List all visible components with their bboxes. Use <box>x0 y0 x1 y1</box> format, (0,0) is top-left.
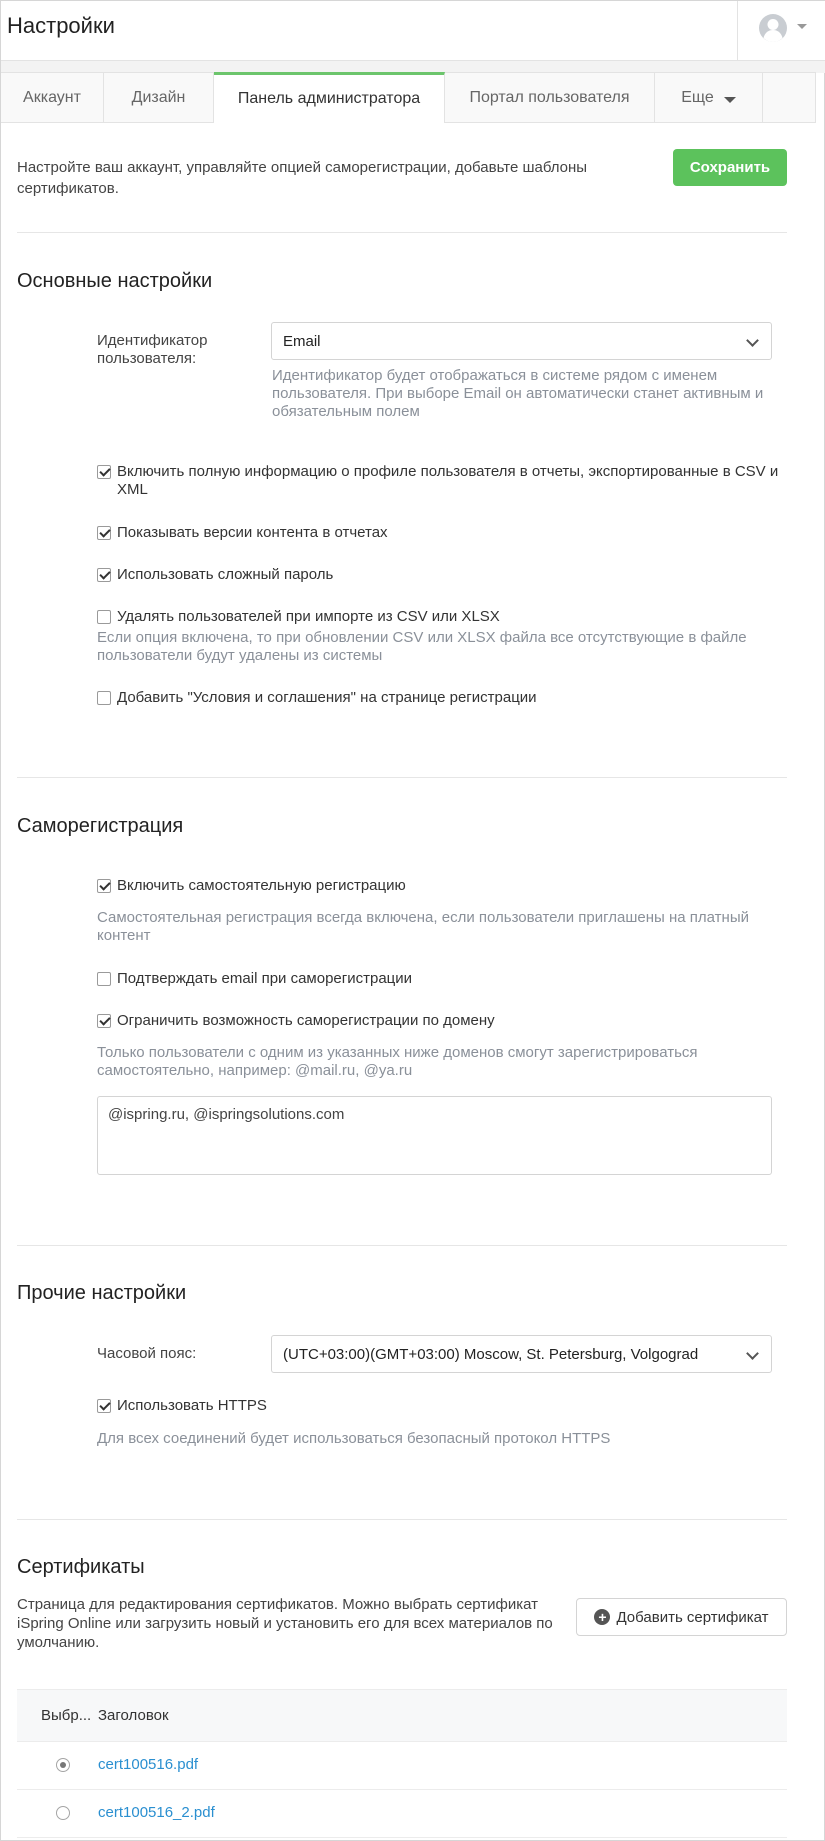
option-full-profile[interactable] <box>97 463 787 499</box>
domain-hint: Только пользователи с одним из указанных ниже доменов смогут зарегистрироваться самостоятельно, например: @mail.ru, @ya.ru <box>97 1044 698 1079</box>
caret-down-icon[interactable] <box>797 24 807 29</box>
top-header <box>1 1 825 61</box>
table-row <box>17 1790 787 1838</box>
https-hint: Для всех соединений будет использоваться безопасный протокол HTTPS <box>97 1430 611 1447</box>
cert-radio[interactable] <box>56 1758 70 1772</box>
column-header-select[interactable]: Выбр... <box>41 1707 92 1724</box>
user-menu[interactable] <box>737 1 825 61</box>
user-id-value: Email <box>283 332 321 350</box>
timezone-label: Часовой пояс: <box>97 1345 197 1362</box>
caret-down-icon <box>724 97 736 103</box>
divider <box>17 1519 787 1520</box>
checkbox[interactable] <box>97 568 111 582</box>
divider <box>17 777 787 778</box>
intro-text: Настройте ваш аккаунт, управляйте опцией саморегистрации, добавьте шаблоны сертификатов. <box>17 159 588 197</box>
checkbox[interactable] <box>97 691 111 705</box>
option-delete-on-import[interactable] <box>97 608 787 626</box>
user-id-label: Идентификатор пользователя: <box>97 332 208 367</box>
user-avatar-icon[interactable] <box>758 13 788 43</box>
option-label: Добавить "Условия и соглашения" на странице регистрации <box>117 689 537 706</box>
section-title-basic: Основные настройки <box>17 270 213 292</box>
checkbox[interactable] <box>97 526 111 540</box>
chevron-down-icon <box>746 1347 759 1360</box>
add-certificate-button[interactable] <box>576 1598 787 1636</box>
user-id-select[interactable] <box>271 322 772 360</box>
section-title-selfreg: Саморегистрация <box>17 815 184 837</box>
tab-admin-panel[interactable]: Панель администратора <box>214 72 445 123</box>
option-label: Показывать версии контента в отчетах <box>117 524 388 541</box>
divider <box>17 1245 787 1246</box>
option-confirm-email[interactable] <box>97 970 787 988</box>
option-label: Включить самостоятельную регистрацию <box>117 877 406 894</box>
column-header-title[interactable]: Заголовок <box>98 1707 169 1724</box>
option-label: Ограничить возможность саморегистрации по домену <box>117 1012 495 1029</box>
checkbox[interactable] <box>97 610 111 624</box>
checkbox[interactable] <box>97 1014 111 1028</box>
tab-more[interactable] <box>655 73 763 123</box>
plus-circle-icon: + <box>594 1609 610 1625</box>
option-content-versions[interactable] <box>97 524 787 542</box>
option-label: Использовать сложный пароль <box>117 566 334 583</box>
delete-on-import-hint: Если опция включена, то при обновлении CSV или XLSX файла все отсутствующие в файле пользователи будут удалены из системы <box>97 629 747 664</box>
certs-description: Страница для редактирования сертификатов. Можно выбрать сертификат iSpring Online или загрузить новый и установить его для всех материалов по умолчанию. <box>17 1596 553 1651</box>
chevron-down-icon <box>746 334 759 347</box>
option-enable-selfreg[interactable] <box>97 877 787 895</box>
certs-table-header <box>17 1689 787 1742</box>
divider <box>17 232 787 233</box>
section-title-other: Прочие настройки <box>17 1282 187 1304</box>
add-certificate-label: Добавить сертификат <box>616 1608 769 1626</box>
selfreg-hint: Самостоятельная регистрация всегда включена, если пользователи приглашены на платный контент <box>97 909 749 944</box>
option-complex-password[interactable] <box>97 566 787 584</box>
domains-textarea[interactable]: @ispring.ru, @ispringsolutions.com <box>97 1096 772 1175</box>
option-label: Использовать HTTPS <box>117 1397 267 1414</box>
save-button[interactable]: Сохранить <box>673 149 787 186</box>
tab-user-portal[interactable]: Портал пользователя <box>445 73 655 123</box>
tab-more-label: Еще <box>681 89 714 106</box>
tab-design[interactable]: Дизайн <box>104 73 214 123</box>
cert-link[interactable]: cert100516_2.pdf <box>98 1804 215 1821</box>
settings-tabs <box>1 72 816 123</box>
checkbox[interactable] <box>97 972 111 986</box>
cert-radio[interactable] <box>56 1806 70 1820</box>
section-title-certs: Сертификаты <box>17 1556 145 1578</box>
tab-account[interactable]: Аккаунт <box>1 73 104 123</box>
option-label: Удалять пользователей при импорте из CSV или XLSX <box>117 608 500 625</box>
checkbox[interactable] <box>97 879 111 893</box>
timezone-value: (UTC+03:00)(GMT+03:00) Moscow, St. Petersburg, Volgograd <box>283 1345 699 1363</box>
user-id-hint: Идентификатор будет отображаться в системе рядом с именем пользователя. При выборе Email он автоматически станет активным и обязательным полем <box>272 367 764 420</box>
page-title: Настройки <box>7 13 115 38</box>
option-https[interactable] <box>97 1397 787 1415</box>
option-label: Включить полную информацию о профиле пользователя в отчеты, экспортированные в CSV и XML <box>117 463 779 498</box>
timezone-select[interactable] <box>271 1335 772 1373</box>
checkbox[interactable] <box>97 465 111 479</box>
cert-link[interactable]: cert100516.pdf <box>98 1756 199 1773</box>
option-label: Подтверждать email при саморегистрации <box>117 970 413 987</box>
option-terms[interactable] <box>97 689 787 707</box>
table-row <box>17 1742 787 1790</box>
option-restrict-domain[interactable] <box>97 1012 787 1030</box>
checkbox[interactable] <box>97 1399 111 1413</box>
